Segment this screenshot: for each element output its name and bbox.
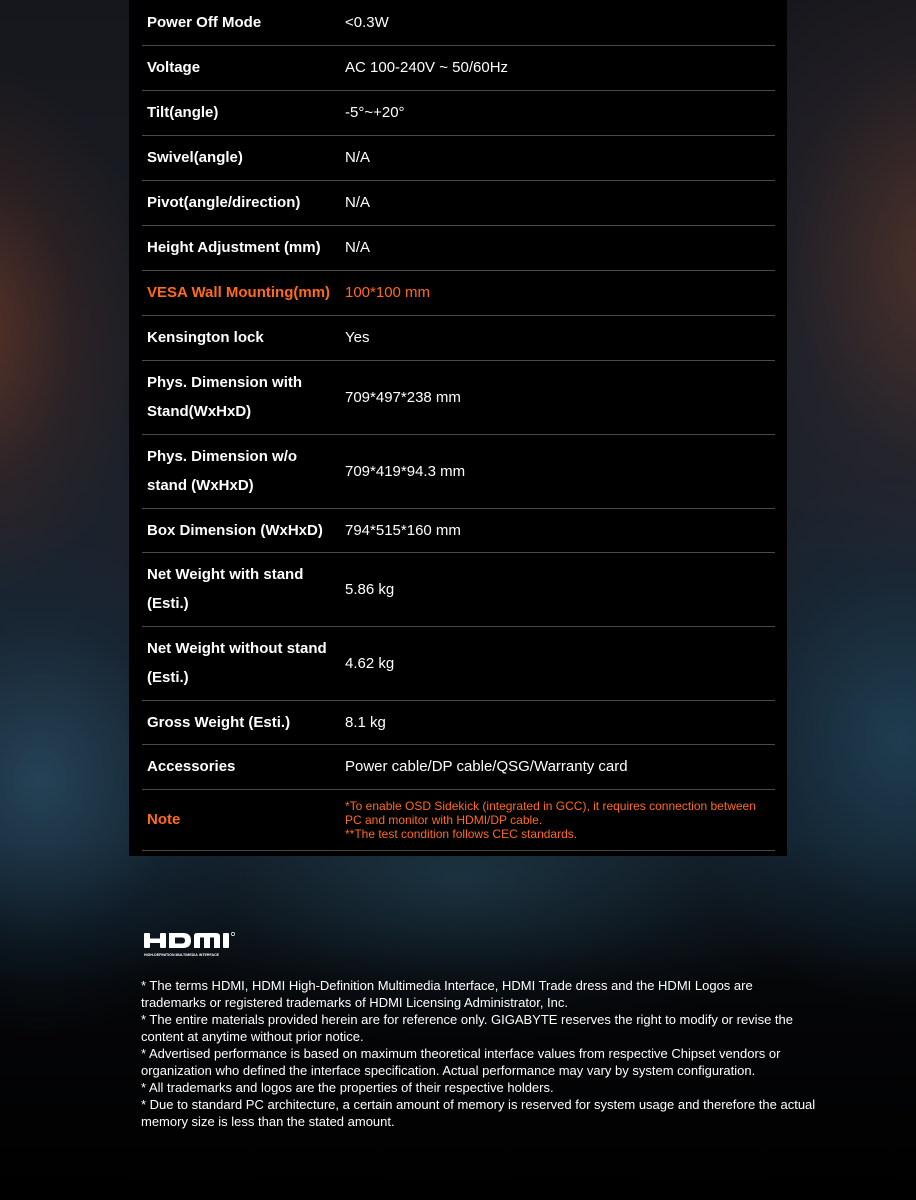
spec-value: Power cable/DP cable/QSG/Warranty card [340, 744, 775, 789]
spec-label: Net Weight with stand (Esti.) [142, 552, 340, 626]
spec-label: Phys. Dimension with Stand(WxHxD) [142, 360, 340, 434]
spec-row-phys-dimension-with-stand [142, 360, 775, 434]
spec-value: N/A [340, 225, 775, 270]
spec-label: Gross Weight (Esti.) [142, 700, 340, 744]
spec-row-power-off-mode [142, 0, 775, 45]
disclaimer-item: * Advertised performance is based on maximum theoretical interface values from respective Chipset vendors or organization who defined the interface specification. Actual performance may vary by system configuration. [141, 1046, 781, 1078]
spec-value: 4.62 kg [340, 626, 775, 700]
spec-value: N/A [340, 180, 775, 225]
spec-value: -5°~+20° [340, 90, 775, 135]
spec-value: 709*419*94.3 mm [340, 434, 775, 508]
spec-label: Swivel(angle) [142, 135, 340, 180]
spec-row-height-adjustment [142, 225, 775, 270]
spec-row-tilt [142, 90, 775, 135]
spec-value: 709*497*238 mm [340, 360, 775, 434]
spec-value: 8.1 kg [340, 700, 775, 744]
spec-row-vesa-wall-mounting [142, 270, 775, 315]
spec-row-pivot [142, 180, 775, 225]
spec-value: 100*100 mm [340, 270, 775, 315]
spec-value: 5.86 kg [340, 552, 775, 626]
disclaimer-item: * All trademarks and logos are the properties of their respective holders. [141, 1080, 554, 1095]
spec-label: Net Weight without stand (Esti.) [142, 626, 340, 700]
hdmi-logo [144, 930, 248, 958]
spec-row-voltage [142, 45, 775, 90]
spec-row-phys-dimension-without-stand [142, 434, 775, 508]
spec-value: N/A [340, 135, 775, 180]
spec-row-box-dimension [142, 508, 775, 552]
spec-row-accessories [142, 744, 775, 789]
disclaimer-block [141, 977, 821, 1130]
spec-label: Voltage [142, 45, 340, 90]
spec-row-swivel [142, 135, 775, 180]
note-line: *To enable OSD Sidekick (integrated in GCC), it requires connection between PC and monitor with HDMI/DP cable. [345, 798, 756, 827]
spec-label: Kensington lock [142, 315, 340, 360]
spec-value: Yes [340, 315, 775, 360]
spec-row-kensington-lock [142, 315, 775, 360]
spec-row-note [142, 789, 775, 850]
spec-label: Tilt(angle) [142, 90, 340, 135]
spec-value: AC 100-240V ~ 50/60Hz [340, 45, 775, 90]
spec-label: VESA Wall Mounting(mm) [142, 270, 340, 315]
spec-row-net-weight-with-stand [142, 552, 775, 626]
spec-label: Phys. Dimension w/o stand (WxHxD) [142, 434, 340, 508]
note-line: **The test condition follows CEC standards. [345, 826, 578, 841]
svg-text:HIGH-DEFINITION MULTIMEDIA INT: HIGH-DEFINITION MULTIMEDIA INTERFACE [144, 953, 220, 957]
spec-row-net-weight-without-stand [142, 626, 775, 700]
spec-label: Pivot(angle/direction) [142, 180, 340, 225]
spec-value: 794*515*160 mm [340, 508, 775, 552]
spec-label: Power Off Mode [142, 0, 340, 45]
spec-label: Height Adjustment (mm) [142, 225, 340, 270]
spec-table [142, 0, 775, 851]
disclaimer-item: * Due to standard PC architecture, a certain amount of memory is reserved for system usage and therefore the actual memory size is less than the stated amount. [141, 1097, 816, 1129]
spec-label: Box Dimension (WxHxD) [142, 508, 340, 552]
disclaimer-item: * The terms HDMI, HDMI High-Definition Multimedia Interface, HDMI Trade dress and the HDMI Logos are trademarks or registered trademarks of HDMI Licensing Administrator, Inc. [141, 978, 753, 1010]
spec-label: Accessories [142, 744, 340, 789]
note-label: Note [142, 789, 340, 850]
note-text [340, 789, 775, 850]
spec-row-gross-weight [142, 700, 775, 744]
spec-value: <0.3W [340, 0, 775, 45]
disclaimer-item: * The entire materials provided herein are for reference only. GIGABYTE reserves the right to modify or revise the content at anytime without prior notice. [141, 1012, 793, 1044]
